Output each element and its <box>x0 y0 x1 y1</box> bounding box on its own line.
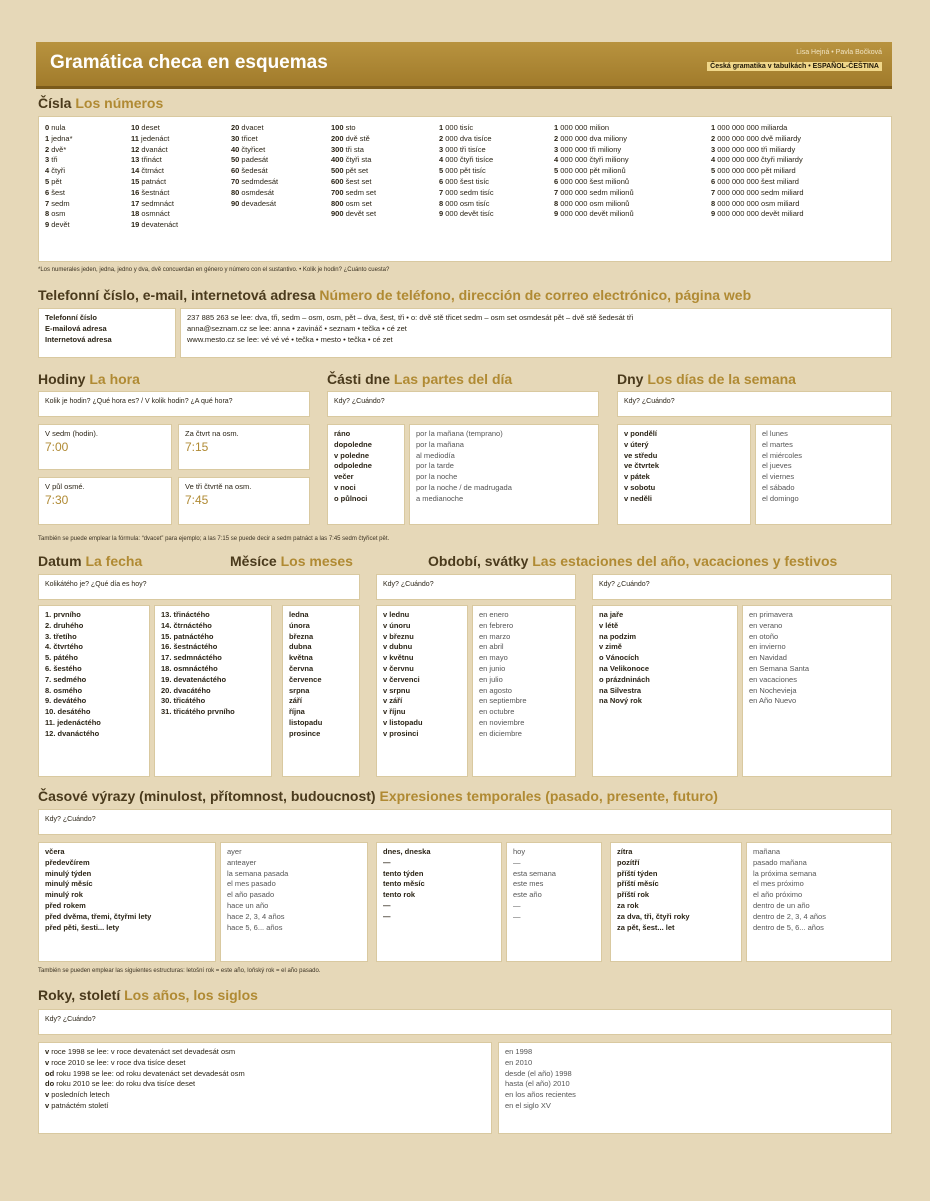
list-item: en enero <box>479 610 509 619</box>
list-item: odpoledne <box>334 461 372 471</box>
list-item: en 1998 <box>505 1047 533 1056</box>
list-item: září <box>289 696 302 706</box>
list-item: 5 000 000 000 pět miliard <box>711 166 796 176</box>
list-item: na Velikonoce <box>599 663 650 673</box>
list-item: el lunes <box>762 429 788 438</box>
list-item: včera <box>45 847 65 856</box>
list-item: na podzim <box>599 631 637 641</box>
list-item: el viernes <box>762 472 795 482</box>
list-item: v březnu <box>383 631 414 641</box>
list-item: 5 000 pět tisíc <box>439 166 486 176</box>
list-item: el sábado <box>762 482 795 492</box>
list-item: hace 2, 3, 4 años <box>227 911 285 921</box>
list-item: en los años recientes <box>505 1090 576 1100</box>
list-item: 80 osmdesát <box>231 187 274 197</box>
list-item: v noci <box>334 482 356 492</box>
list-item: 6 000 šest tisíc <box>439 176 490 186</box>
list-item: před rokem <box>45 900 86 910</box>
list-item: Internetová adresa <box>45 334 112 344</box>
time-future-cz <box>610 842 742 962</box>
list-item: 9 devět <box>45 220 70 230</box>
list-item: v dubnu <box>383 642 413 652</box>
list-item: en otoño <box>749 631 779 641</box>
list-item: el miércoles <box>762 450 803 460</box>
list-item: listopadu <box>289 717 323 727</box>
list-item: v červenci <box>383 674 420 684</box>
list-item: desde (el año) 1998 <box>505 1068 572 1078</box>
list-item: v roce 1998 se lee: v roce devatenáct set devadesát osm <box>45 1047 236 1056</box>
list-item: února <box>289 620 310 630</box>
list-item: — <box>383 857 391 867</box>
list-item: 14 čtrnáct <box>131 166 164 176</box>
list-item: Telefonní číslo <box>45 313 97 322</box>
section-months-title: Měsíce Los meses <box>230 553 353 569</box>
list-item: v únoru <box>383 620 411 630</box>
list-item: večer <box>334 472 354 482</box>
list-item: dnes, dneska <box>383 847 431 856</box>
list-item: en 2010 <box>505 1057 533 1067</box>
list-item: en abril <box>479 642 504 652</box>
list-item: 7. sedmého <box>45 674 87 684</box>
list-item: června <box>289 663 314 673</box>
list-item: 1. prvního <box>45 610 81 619</box>
list-item: 9 000 000 devět milionů <box>554 209 634 219</box>
section-days-title: Dny Los días de la semana <box>617 371 796 387</box>
list-item: 2 000 000 000 dvě miliardy <box>711 133 802 143</box>
list-item: před dvěma, třemi, čtyřmi lety <box>45 911 152 921</box>
numbers-table <box>38 116 892 262</box>
section-years-title: Roky, století Los años, los siglos <box>38 987 258 1003</box>
date-col-3 <box>282 605 360 777</box>
list-item: 19. devatenáctého <box>161 674 227 684</box>
list-item: minulý rok <box>45 890 83 900</box>
list-item: července <box>289 674 322 684</box>
list-item: 1 jedna* <box>45 133 73 143</box>
list-item: do roku 2010 se lee: do roku dva tisíce deset <box>45 1079 196 1089</box>
list-item: hasta (el año) 2010 <box>505 1079 570 1089</box>
list-item: příští týden <box>617 868 658 878</box>
list-item: za rok <box>617 900 639 910</box>
list-item: v sobotu <box>624 482 656 492</box>
section-numbers-title: Čísla Los números <box>38 95 164 111</box>
list-item: od roku 1998 se lee: od roku devatenáct set devadesát osm <box>45 1068 245 1078</box>
list-item: — <box>513 911 521 921</box>
list-item: mañana <box>753 847 781 856</box>
list-item: tento měsíc <box>383 879 425 889</box>
list-item: pozítří <box>617 857 640 867</box>
section-hours-title: Hodiny La hora <box>38 371 140 387</box>
header-bar <box>36 42 892 89</box>
list-item: 4 000 000 čtyři miliony <box>554 155 629 165</box>
list-item: en Nochevieja <box>749 685 797 695</box>
list-item: el mes próximo <box>753 879 804 889</box>
hour-box-700: V sedm (hodin). 7:00 <box>38 424 172 470</box>
list-item: 6 šest <box>45 187 66 197</box>
list-item: 9. devátého <box>45 696 87 706</box>
list-item: pasado mañana <box>753 857 807 867</box>
list-item: hace 5, 6... años <box>227 922 283 932</box>
list-item: minulý měsíc <box>45 879 93 889</box>
list-item: předevčírem <box>45 857 90 867</box>
time-expr-question: Kdy? ¿Cuándo? <box>38 809 892 835</box>
list-item: v červnu <box>383 663 414 673</box>
dayparts-es <box>409 424 599 525</box>
list-item: v posledních letech <box>45 1090 110 1100</box>
series-label: Česká gramatika v tabulkách • ESPAÑOL-ČEŠTINA <box>707 62 882 71</box>
list-item: — <box>513 857 521 867</box>
list-item: příští měsíc <box>617 879 659 889</box>
list-item: 3 000 tři tisíce <box>439 144 486 154</box>
list-item: en el siglo XV <box>505 1100 551 1110</box>
list-item: 700 sedm set <box>331 187 377 197</box>
list-item: 6 000 000 šest milionů <box>554 176 630 186</box>
list-item: dubna <box>289 642 312 652</box>
list-item: 10 deset <box>131 123 160 132</box>
list-item: 10. desátého <box>45 707 91 717</box>
list-item: 2. druhého <box>45 620 84 630</box>
list-item: 17 sedmnáct <box>131 198 174 208</box>
list-item: el año pasado <box>227 890 275 900</box>
list-item: 70 sedmdesát <box>231 176 279 186</box>
list-item: en junio <box>479 663 506 673</box>
section-seasons-title: Období, svátky Las estaciones del año, vacaciones y festivos <box>428 553 838 569</box>
list-item: 1 000 tisíc <box>439 123 474 132</box>
section-date-title: Datum La fecha <box>38 553 143 569</box>
authors: Lisa Hejná • Pavla Bočková <box>796 49 882 56</box>
list-item: v pondělí <box>624 429 657 438</box>
list-item: anteayer <box>227 857 257 867</box>
list-item: al mediodía <box>416 450 455 460</box>
list-item: 18. osmnáctého <box>161 663 218 673</box>
list-item: zítra <box>617 847 633 856</box>
list-item: en invierno <box>749 642 786 652</box>
numbers-note: *Los numerales jeden, jedna, jedno y dva, dvě concuerdan en género y número con el sustantivo. • Kolik je hodin? ¿Cuánto cuesta? <box>38 267 390 273</box>
list-item: v poledne <box>334 450 370 460</box>
list-item: el mes pasado <box>227 879 276 889</box>
list-item: v říjnu <box>383 707 406 717</box>
list-item: před pěti, šesti... lety <box>45 922 120 932</box>
list-item: en Semana Santa <box>749 663 810 673</box>
dayparts-cz <box>327 424 405 525</box>
list-item: za dva, tři, čtyři roky <box>617 911 690 921</box>
list-item: tento rok <box>383 890 416 900</box>
list-item: 600 šest set <box>331 176 372 186</box>
list-item: 3 000 000 000 tři miliardy <box>711 144 796 154</box>
list-item: hoy <box>513 847 526 856</box>
list-item: — <box>383 900 391 910</box>
list-item: na Silvestra <box>599 685 642 695</box>
list-item: en noviembre <box>479 717 525 727</box>
list-item: 9 000 000 000 devět miliard <box>711 209 804 219</box>
dayparts-question: Kdy? ¿Cuándo? <box>327 391 599 417</box>
list-item: ve čtvrtek <box>624 461 660 471</box>
list-item: 900 devět set <box>331 209 377 219</box>
months-es <box>472 605 576 777</box>
list-item: anna@seznam.cz se lee: anna • zavináč • seznam • tečka • cé zet <box>187 323 407 333</box>
days-es <box>755 424 892 525</box>
list-item: por la mañana (temprano) <box>416 429 503 438</box>
list-item: en agosto <box>479 685 512 695</box>
list-item: 3. třetího <box>45 631 77 641</box>
list-item: 8 000 000 osm milionů <box>554 198 630 208</box>
list-item: por la noche / de madrugada <box>416 482 512 492</box>
phone-labels <box>38 308 176 358</box>
date-question: Kolikátého je? ¿Qué día es hoy? <box>38 574 360 600</box>
list-item: 300 tři sta <box>331 144 364 154</box>
list-item: v září <box>383 696 403 706</box>
list-item: 400 čtyři sta <box>331 155 372 165</box>
list-item: este mes <box>513 879 544 889</box>
years-question: Kdy? ¿Cuándo? <box>38 1009 892 1035</box>
list-item: na jaře <box>599 610 624 619</box>
list-item: 0 nula <box>45 123 66 132</box>
list-item: hace un año <box>227 900 269 910</box>
days-question: Kdy? ¿Cuándo? <box>617 391 892 417</box>
list-item: la próxima semana <box>753 868 817 878</box>
list-item: 60 šedesát <box>231 166 268 176</box>
list-item: 11. jedenáctého <box>45 717 101 727</box>
list-item: 19 devatenáct <box>131 220 179 230</box>
list-item: v roce 2010 se lee: v roce dva tisíce deset <box>45 1057 186 1067</box>
list-item: 13 třináct <box>131 155 162 165</box>
list-item: o půlnoci <box>334 493 368 503</box>
months-cz <box>376 605 468 777</box>
list-item: srpna <box>289 685 310 695</box>
list-item: el año próximo <box>753 890 803 900</box>
list-item: 4 000 000 000 čtyři miliardy <box>711 155 803 165</box>
list-item: 9 000 devět tisíc <box>439 209 494 219</box>
list-item: 2 dvě* <box>45 144 67 154</box>
list-item: v pátek <box>624 472 650 482</box>
list-item: 11 jedenáct <box>131 133 170 143</box>
list-item: v zimě <box>599 642 622 652</box>
list-item: en julio <box>479 674 503 684</box>
list-item: 237 885 263 se lee: dva, tři, sedm – osm, osm, pět – dva, šest, tři • o: dvě stě třicet sedm – osm set osmdesát pět – dvě stě šedesát tři <box>187 313 634 322</box>
time-present-cz <box>376 842 502 962</box>
list-item: na Nový rok <box>599 696 642 706</box>
list-item: 200 dvě stě <box>331 133 370 143</box>
seasons-cz <box>592 605 738 777</box>
list-item: 4. čtvrtého <box>45 642 83 652</box>
months-question: Kdy? ¿Cuándo? <box>376 574 576 600</box>
list-item: el martes <box>762 439 793 449</box>
list-item: el jueves <box>762 461 792 471</box>
list-item: o Vánocích <box>599 653 640 663</box>
list-item: 31. třicátého prvního <box>161 707 235 717</box>
list-item: 1 000 000 000 miliarda <box>711 123 788 132</box>
list-item: en Año Nuevo <box>749 696 797 706</box>
list-item: por la tarde <box>416 461 454 471</box>
list-item: la semana pasada <box>227 868 289 878</box>
list-item: 18 osmnáct <box>131 209 170 219</box>
hour-box-745: Ve tři čtvrtě na osm. 7:45 <box>178 477 310 525</box>
list-item: en diciembre <box>479 728 522 738</box>
list-item: el domingo <box>762 493 799 503</box>
list-item: v patnáctém století <box>45 1100 109 1110</box>
list-item: 15 patnáct <box>131 176 167 186</box>
list-item: — <box>513 900 521 910</box>
list-item: 90 devadesát <box>231 198 277 208</box>
list-item: ve středu <box>624 450 658 460</box>
list-item: ledna <box>289 610 309 619</box>
list-item: 30. třicátého <box>161 696 206 706</box>
list-item: en octubre <box>479 707 515 717</box>
list-item: prosince <box>289 728 321 738</box>
list-item: 800 osm set <box>331 198 372 208</box>
time-present-es <box>506 842 602 962</box>
phone-lines <box>180 308 892 358</box>
list-item: 500 pět set <box>331 166 369 176</box>
list-item: 4 000 čtyři tisíce <box>439 155 494 165</box>
list-item: 14. čtrnáctého <box>161 620 212 630</box>
page-title: Gramática checa en esquemas <box>50 52 328 73</box>
section-dayparts-title: Části dne Las partes del día <box>327 371 513 387</box>
list-item: 16. šestnáctého <box>161 642 218 652</box>
list-item: v prosinci <box>383 728 419 738</box>
list-item: 3 000 000 tři miliony <box>554 144 622 154</box>
time-past-es <box>220 842 368 962</box>
list-item: 16 šestnáct <box>131 187 170 197</box>
list-item: 12 dvanáct <box>131 144 168 154</box>
list-item: 7 000 000 000 sedm miliard <box>711 187 804 197</box>
list-item: minulý týden <box>45 868 92 878</box>
list-item: května <box>289 653 313 663</box>
list-item: tento týden <box>383 868 424 878</box>
list-item: října <box>289 707 305 717</box>
section-phone-title: Telefonní číslo, e-mail, internetová adresa Número de teléfono, dirección de correo electrónico, página web <box>38 287 752 303</box>
list-item: este año <box>513 890 542 900</box>
list-item: 8 000 000 000 osm miliard <box>711 198 800 208</box>
list-item: o prázdninách <box>599 674 650 684</box>
list-item: ayer <box>227 847 242 856</box>
list-item: en Navidad <box>749 653 787 663</box>
list-item: 5. pátého <box>45 653 78 663</box>
hour-box-730: V půl osmé. 7:30 <box>38 477 172 525</box>
list-item: 17. sedmnáctého <box>161 653 222 663</box>
list-item: 20 dvacet <box>231 123 264 132</box>
days-cz <box>617 424 751 525</box>
list-item: 100 sto <box>331 123 356 132</box>
list-item: v úterý <box>624 439 649 449</box>
list-item: a medianoche <box>416 493 464 503</box>
list-item: 6. šestého <box>45 663 82 673</box>
list-item: www.mesto.cz se lee: vé vé vé • tečka • mesto • tečka • cé zet <box>187 334 393 344</box>
list-item: 6 000 000 000 šest miliard <box>711 176 799 186</box>
list-item: en marzo <box>479 631 511 641</box>
list-item: por la noche <box>416 472 458 482</box>
list-item: v listopadu <box>383 717 423 727</box>
list-item: en verano <box>749 620 783 630</box>
list-item: 15. patnáctého <box>161 631 214 641</box>
list-item: března <box>289 631 314 641</box>
seasons-es <box>742 605 892 777</box>
years-es <box>498 1042 892 1134</box>
list-item: v lednu <box>383 610 410 619</box>
time-expr-note: También se pueden emplear las siguientes estructuras: letošní rok = este año, loňský rok = el año pasado. <box>38 968 321 974</box>
list-item: v květnu <box>383 653 414 663</box>
list-item: v srpnu <box>383 685 411 695</box>
list-item: 5 000 000 pět milionů <box>554 166 626 176</box>
list-item: 7 000 sedm tisíc <box>439 187 494 197</box>
time-future-es <box>746 842 892 962</box>
list-item: 20. dvacátého <box>161 685 211 695</box>
list-item: 8 osm <box>45 209 66 219</box>
list-item: en vacaciones <box>749 674 797 684</box>
list-item: dopoledne <box>334 439 372 449</box>
list-item: en febrero <box>479 620 514 630</box>
list-item: en septiembre <box>479 696 527 706</box>
list-item: 3 tři <box>45 155 58 165</box>
list-item: 40 čtyřicet <box>231 144 266 154</box>
date-col-1 <box>38 605 150 777</box>
list-item: esta semana <box>513 868 556 878</box>
list-item: — <box>383 911 391 921</box>
list-item: 8 000 osm tisíc <box>439 198 490 208</box>
years-cz <box>38 1042 492 1134</box>
list-item: za pět, šest... let <box>617 922 675 932</box>
list-item: 50 padesát <box>231 155 269 165</box>
list-item: 13. třináctého <box>161 610 210 619</box>
seasons-question: Kdy? ¿Cuándo? <box>592 574 892 600</box>
section-time-expr-title: Časové výrazy (minulost, přítomnost, budoucnost) Expresiones temporales (pasado, presente, futuro) <box>38 788 718 804</box>
list-item: 2 000 dva tisíce <box>439 133 492 143</box>
list-item: v létě <box>599 620 619 630</box>
list-item: dentro de un año <box>753 900 810 910</box>
date-col-2 <box>154 605 272 777</box>
list-item: dentro de 2, 3, 4 años <box>753 911 826 921</box>
list-item: en mayo <box>479 653 508 663</box>
list-item: por la mañana <box>416 439 464 449</box>
list-item: 30 třicet <box>231 133 258 143</box>
list-item: 12. dvanáctého <box>45 728 100 738</box>
hours-question: Kolik je hodin? ¿Qué hora es? / V kolik hodin? ¿A qué hora? <box>38 391 310 417</box>
hour-box-715: Za čtvrt na osm. 7:15 <box>178 424 310 470</box>
list-item: E-mailová adresa <box>45 323 107 333</box>
time-past-cz <box>38 842 216 962</box>
list-item: 5 pět <box>45 176 62 186</box>
list-item: ráno <box>334 429 351 438</box>
list-item: 2 000 000 dva miliony <box>554 133 627 143</box>
list-item: v neděli <box>624 493 652 503</box>
list-item: 8. osmého <box>45 685 83 695</box>
list-item: 7 sedm <box>45 198 70 208</box>
list-item: 7 000 000 sedm milionů <box>554 187 634 197</box>
list-item: en primavera <box>749 610 793 619</box>
list-item: příští rok <box>617 890 650 900</box>
list-item: 4 čtyři <box>45 166 66 176</box>
list-item: 1 000 000 milion <box>554 123 610 132</box>
list-item: dentro de 5, 6... años <box>753 922 824 932</box>
middle-note: También se puede emplear la fórmula: “dvacet” para ejemplo; a las 7:15 se puede decir a sedm patnáct a las 7:45 sedm čtyřicet pět. <box>38 536 390 542</box>
